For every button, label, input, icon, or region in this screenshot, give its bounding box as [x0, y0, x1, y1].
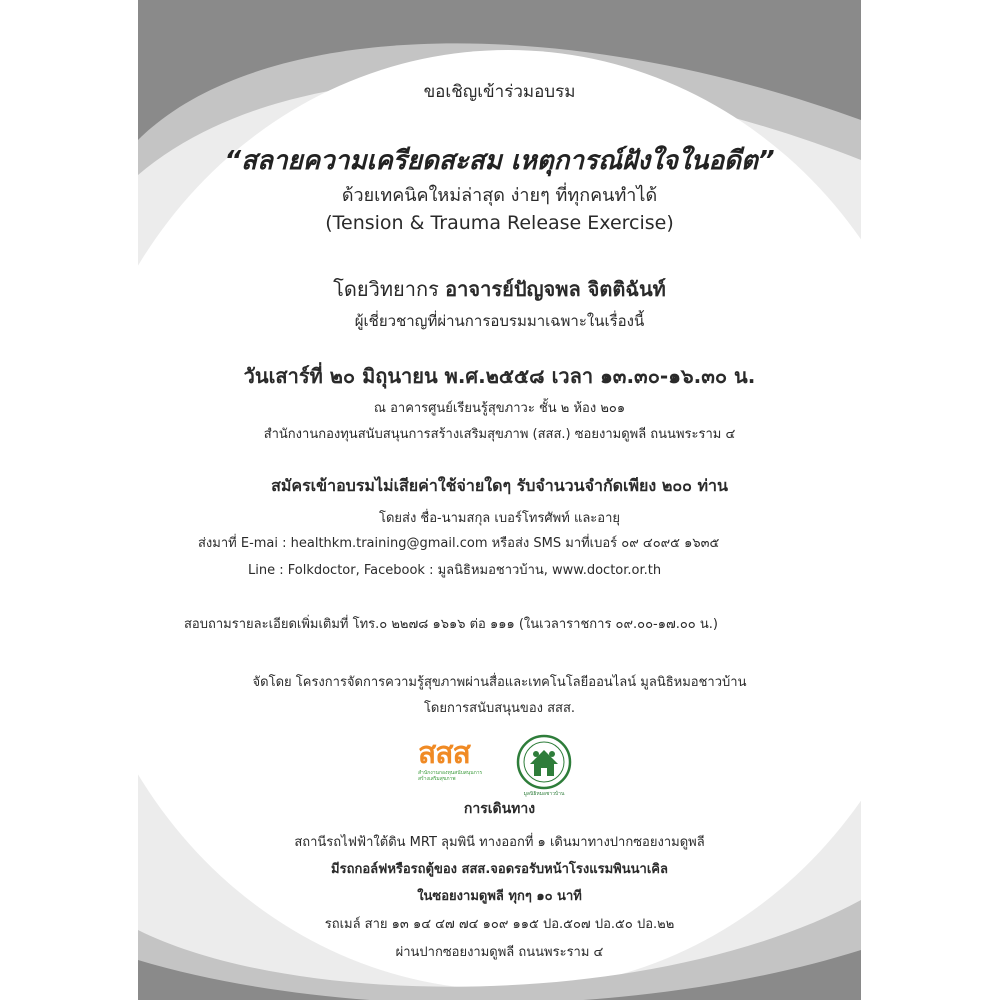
contact-social: Line : Folkdoctor, Facebook : มูลนิธิหมอชาวบ้าน, www.doctor.or.th — [248, 563, 662, 578]
travel-line-shuttle: มีรถกอล์ฟหรือรถตู้ของ สสส.จอดรอรับหน้าโรงแรมพินนาเคิล — [331, 862, 668, 877]
inquiry-line: สอบถามรายละเอียดเพิ่มเติมที่ โทร.๐ ๒๒๗๘ ๑๖๑๖ ต่อ ๑๑๑ (ในเวลาราชการ ๐๙.๐๐-๑๗.๐๐ น.) — [184, 617, 718, 632]
travel-line-mrt: สถานีรถไฟฟ้าใต้ดิน MRT ลุมพินี ทางออกที่ ๑ เดินมาทางปากซอยงามดูพลี — [294, 835, 705, 850]
organizer-line: จัดโดย โครงการจัดการความรู้สุขภาพผ่านสื่อและเทคโนโลยีออนไลน์ มูลนิธิหมอชาวบ้าน — [252, 675, 747, 690]
travel-line-bus: รถเมล์ สาย ๑๓ ๑๔ ๔๗ ๗๔ ๑๐๙ ๑๑๕ ปอ.๕๐๗ ปอ.๕๐ ปอ.๒๒ — [324, 917, 675, 932]
event-date: วันเสาร์ที่ ๒๐ มิถุนายน พ.ศ.๒๕๕๘ เวลา ๑๓.๓๐-๑๖.๓๐ น. — [243, 364, 756, 388]
speaker-name: อาจารย์ปัญจพล จิตติฉันท์ — [445, 277, 666, 301]
speaker-line — [138, 273, 861, 305]
travel-heading: การเดินทาง — [463, 801, 536, 817]
event-venue: ณ อาคารศูนย์เรียนรู้สุขภาวะ ชั้น ๒ ห้อง ๒๐๑ — [373, 401, 626, 416]
travel-line-frequency: ในซอยงามดูพลี ทุกๆ ๑๐ นาที — [417, 889, 582, 904]
foundation-logo-label: มูลนิธิหมอชาวบ้าน — [523, 791, 565, 797]
thaihealth-logo-tag: สำนักงานกองทุนสนับสนุนการสร้างเสริมสุขภาพ — [418, 770, 483, 782]
event-english-title: (Tension & Trauma Release Exercise) — [325, 212, 674, 234]
event-office: สำนักงานกองทุนสนับสนุนการสร้างเสริมสุขภาพ (สสส.) ซอยงามดูพลี ถนนพระราม ๔ — [263, 427, 736, 442]
send-info: โดยส่ง ชื่อ-นามสกุล เบอร์โทรศัพท์ และอายุ — [378, 511, 621, 526]
event-subtitle: ด้วยเทคนิคใหม่ล่าสุด ง่ายๆ ที่ทุกคนทำได้ — [341, 185, 658, 206]
foundation-emblem-icon — [516, 734, 572, 790]
event-title: “สลายความเครียดสะสม เหตุการณ์ฝังใจในอดีต” — [224, 146, 775, 176]
thaihealth-logo — [418, 738, 492, 796]
foundation-logo — [516, 734, 572, 798]
registration-note: สมัครเข้าอบรมไม่เสียค่าใช้จ่ายใดๆ รับจำนวนจำกัดเพียง ๒๐๐ ท่าน — [271, 476, 728, 495]
invitation-sheet — [138, 0, 861, 1000]
sponsor-line: โดยการสนับสนุนของ สสส. — [423, 701, 576, 716]
invitation-content — [138, 0, 861, 1000]
speaker-note: ผู้เชี่ยวชาญที่ผ่านการอบรมมาเฉพาะในเรื่องนี้ — [354, 312, 645, 330]
speaker-prefix: โดยวิทยากร — [333, 277, 446, 301]
invite-heading: ขอเชิญเข้าร่วมอบรม — [423, 82, 576, 102]
travel-line-route: ผ่านปากซอยงามดูพลี ถนนพระราม ๔ — [395, 945, 604, 960]
contact-email: ส่งมาที่ E-mai : healthkm.training@gmail.com หรือส่ง SMS มาที่เบอร์ ๐๙ ๔๐๙๕ ๑๖๓๕ — [198, 536, 720, 551]
thaihealth-logo-word: สสส — [418, 736, 470, 771]
